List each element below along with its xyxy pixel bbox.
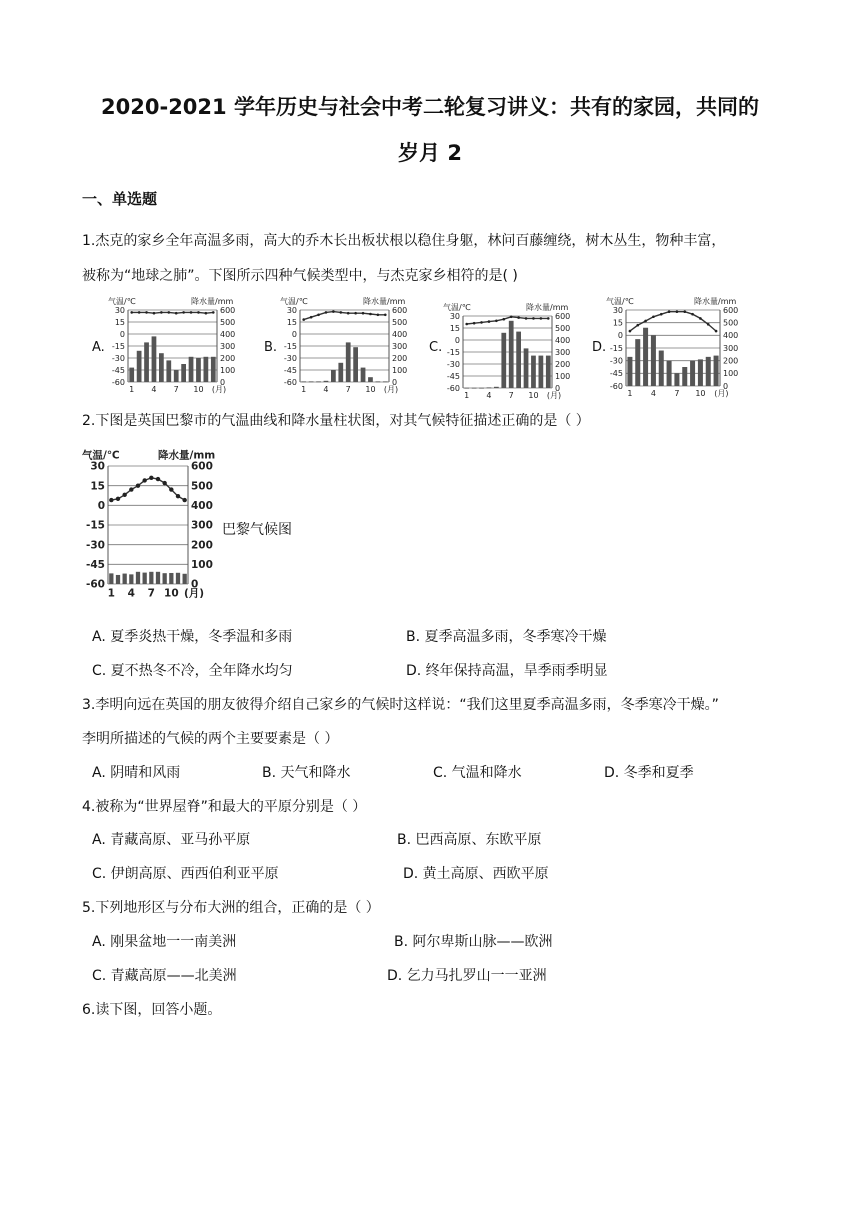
- precip-tick-label: 500: [723, 318, 739, 328]
- temp-point: [162, 481, 166, 485]
- precip-bar: [137, 351, 142, 382]
- temp-tick-label: 15: [286, 317, 297, 327]
- precip-bar: [149, 572, 153, 584]
- precip-bar: [169, 573, 173, 584]
- q1-chart-a: [108, 296, 243, 396]
- precip-tick-label: 600: [392, 305, 408, 315]
- temp-tick-label: 0: [119, 329, 125, 339]
- x-tick-label: 4: [650, 389, 656, 398]
- precip-tick-label: 600: [723, 305, 739, 315]
- q2-text-line1: 2.下图是英国巴黎市的气温曲线和降水量柱状图，对其气候特征描述正确的是（ ）: [82, 413, 590, 429]
- temp-tick-label: 15: [90, 480, 105, 493]
- x-tick-label: 10: [164, 587, 179, 600]
- temp-tick-label: 15: [114, 317, 125, 327]
- x-tick-label: 10: [695, 389, 706, 398]
- precip-tick-label: 500: [555, 323, 571, 333]
- temp-tick-label: -45: [111, 365, 125, 375]
- precip-bar: [156, 572, 160, 584]
- q3-option-a[interactable]: A. 阴晴和风雨: [92, 765, 181, 781]
- temp-point: [540, 317, 543, 320]
- temp-point: [167, 311, 170, 314]
- precip-bar: [189, 357, 194, 382]
- precip-bar: [659, 351, 664, 386]
- precip-tick-label: 0: [555, 383, 561, 393]
- precip-axis-label: 降水量/mm: [526, 303, 569, 312]
- temp-line: [467, 317, 549, 324]
- temp-tick-label: -15: [86, 519, 105, 532]
- precip-tick-label: 600: [191, 460, 213, 473]
- q3-option-d[interactable]: D. 冬季和夏季: [604, 765, 694, 781]
- temp-point: [510, 316, 513, 319]
- temp-tick-label: -15: [446, 347, 460, 357]
- temp-axis-label: 气温/℃: [82, 449, 120, 462]
- q2-option-d[interactable]: D. 终年保持高温，旱季雨季明显: [406, 663, 608, 679]
- precip-bar: [116, 575, 120, 584]
- temp-point: [707, 323, 710, 326]
- q1-chart-d: [606, 296, 746, 400]
- temp-line: [630, 312, 716, 331]
- precip-bar: [674, 373, 679, 386]
- precip-tick-label: 300: [392, 341, 408, 351]
- temp-point: [488, 320, 491, 323]
- precip-tick-label: 400: [392, 329, 408, 339]
- precip-bar: [682, 367, 687, 386]
- temp-tick-label: -45: [283, 365, 297, 375]
- temp-point: [629, 330, 632, 333]
- temp-tick-label: 0: [617, 331, 623, 341]
- precip-tick-label: 0: [191, 578, 199, 591]
- temp-line: [132, 312, 214, 313]
- q1-chart-b: [280, 296, 415, 396]
- temp-point: [145, 311, 148, 314]
- temp-point: [683, 310, 686, 313]
- precip-bar: [524, 348, 529, 388]
- precip-tick-label: 200: [555, 359, 571, 369]
- temp-point: [302, 318, 305, 321]
- precip-bar: [690, 361, 695, 386]
- precip-bar: [136, 572, 140, 584]
- temp-tick-label: -60: [111, 377, 125, 387]
- precip-bar: [174, 370, 179, 382]
- precip-bar: [109, 573, 113, 584]
- month-unit-label: (月): [546, 391, 562, 400]
- precip-bar: [494, 387, 499, 388]
- temp-point: [473, 322, 476, 325]
- precip-tick-label: 100: [220, 365, 236, 375]
- precip-bar: [539, 356, 544, 388]
- precip-tick-label: 500: [392, 317, 408, 327]
- precip-tick-label: 300: [191, 519, 213, 532]
- temp-point: [138, 311, 141, 314]
- precip-tick-label: 400: [555, 335, 571, 345]
- temp-axis-label: 气温/℃: [606, 297, 634, 306]
- temp-point: [495, 320, 498, 323]
- temp-line: [304, 312, 386, 320]
- q5-option-c[interactable]: C. 青藏高原——北美洲: [92, 968, 237, 984]
- temp-tick-label: 30: [114, 305, 125, 315]
- precip-bar: [331, 370, 336, 382]
- temp-point: [160, 311, 163, 314]
- temp-axis-label: 气温/℃: [280, 297, 308, 306]
- temp-point: [122, 493, 126, 497]
- temp-point: [339, 311, 342, 314]
- temp-point: [644, 320, 647, 323]
- precip-bar: [196, 358, 201, 382]
- temp-tick-label: -15: [283, 341, 297, 351]
- q5-text-line1: 5.下列地形区与分布大洲的组合，正确的是（ ）: [82, 900, 380, 916]
- q1-text-line1: 1.杰克的家乡全年高温多雨，高大的乔木长出板状根以稳住身躯，林问百藤缠绕，树木丛生，物种丰富，: [82, 233, 726, 249]
- doc-title-line2: 岁月 2: [398, 141, 462, 165]
- precip-bar: [316, 381, 321, 382]
- temp-point: [465, 323, 468, 326]
- q4-option-c[interactable]: C. 伊朗高原、西西伯利亚平原: [92, 866, 279, 882]
- precip-bar: [346, 342, 351, 382]
- q2-option-a[interactable]: A. 夏季炎热干燥，冬季温和多雨: [92, 629, 293, 645]
- temp-point: [310, 316, 313, 319]
- precip-bar: [324, 381, 329, 382]
- x-tick-label: 1: [107, 587, 115, 600]
- temp-tick-label: -15: [111, 341, 125, 351]
- x-tick-label: 7: [345, 385, 351, 394]
- temp-point: [652, 315, 655, 318]
- q3-option-c[interactable]: C. 气温和降水: [433, 765, 522, 781]
- precip-axis-label: 降水量/mm: [191, 297, 234, 306]
- temp-axis-label: 气温/℃: [443, 303, 471, 312]
- temp-point: [332, 310, 335, 313]
- temp-point: [699, 317, 702, 320]
- precip-bar: [301, 381, 306, 382]
- temp-point: [130, 311, 133, 314]
- temp-point: [354, 312, 357, 315]
- precip-bar: [376, 381, 381, 382]
- precip-bar: [509, 321, 514, 388]
- precip-tick-label: 300: [723, 343, 739, 353]
- temp-point: [153, 312, 156, 315]
- precip-bar: [531, 356, 536, 388]
- precip-bar: [176, 573, 180, 584]
- precip-tick-label: 600: [220, 305, 236, 315]
- temp-point: [176, 494, 180, 498]
- temp-point: [377, 314, 380, 317]
- precip-bar: [338, 363, 343, 382]
- temp-point: [480, 321, 483, 324]
- temp-point: [149, 476, 153, 480]
- precip-bar: [479, 388, 484, 389]
- temp-point: [212, 311, 215, 314]
- temp-tick-label: 0: [291, 329, 297, 339]
- temp-point: [136, 483, 140, 487]
- precip-tick-label: 200: [220, 353, 236, 363]
- temp-tick-label: 0: [454, 335, 460, 345]
- precip-bar: [383, 381, 388, 382]
- temp-tick-label: -60: [86, 578, 105, 591]
- temp-tick-label: 0: [97, 500, 105, 513]
- temp-point: [362, 312, 365, 315]
- q2-chart-caption: 巴黎气候图: [222, 522, 292, 538]
- temp-tick-label: -15: [609, 343, 623, 353]
- temp-point: [197, 311, 200, 314]
- precip-bar: [706, 357, 711, 386]
- month-unit-label: (月): [211, 385, 227, 394]
- temp-tick-label: 30: [286, 305, 297, 315]
- month-unit-label: (月): [714, 389, 729, 398]
- temp-point: [668, 310, 671, 313]
- temp-point: [547, 317, 550, 320]
- precip-tick-label: 0: [723, 381, 729, 391]
- q1-chart-c: [443, 302, 578, 402]
- temp-point: [175, 312, 178, 315]
- temp-point: [182, 498, 186, 502]
- precip-bar: [464, 388, 469, 389]
- precip-tick-label: 100: [555, 371, 571, 381]
- precip-axis-label: 降水量/mm: [363, 297, 406, 306]
- temp-point: [325, 311, 328, 314]
- temp-point: [517, 316, 520, 319]
- precip-tick-label: 300: [555, 347, 571, 357]
- x-tick-label: 4: [486, 391, 492, 400]
- x-tick-label: 10: [193, 385, 204, 394]
- temp-tick-label: -45: [86, 559, 105, 572]
- q6-text-line1: 6.读下图，回答小题。: [82, 1002, 222, 1018]
- x-tick-label: 1: [301, 385, 307, 394]
- temp-point: [532, 317, 535, 320]
- precip-tick-label: 400: [220, 329, 236, 339]
- temp-point: [142, 478, 146, 482]
- x-tick-label: 7: [674, 389, 680, 398]
- temp-tick-label: 30: [612, 305, 623, 315]
- precip-tick-label: 100: [392, 365, 408, 375]
- q1-text-line2: 被称为“地球之肺”。下图所示四种气候类型中，与杰克家乡相符的是( ): [82, 268, 518, 284]
- x-tick-label: 4: [151, 385, 157, 394]
- month-unit-label: (月): [184, 587, 205, 600]
- precip-tick-label: 100: [723, 369, 739, 379]
- precip-bar: [309, 381, 314, 382]
- q5-option-a[interactable]: A. 刚果盆地一一南美洲: [92, 934, 237, 950]
- precip-bar: [183, 574, 187, 584]
- temp-point: [129, 487, 133, 491]
- temp-point: [182, 311, 185, 314]
- precip-bar: [129, 574, 133, 584]
- section-heading: 一、单选题: [82, 190, 158, 208]
- q4-option-a[interactable]: A. 青藏高原、亚马孙平原: [92, 832, 251, 848]
- x-tick-label: 4: [323, 385, 329, 394]
- temp-tick-label: -60: [446, 383, 460, 393]
- precip-bar: [516, 332, 521, 388]
- precip-bar: [501, 333, 506, 388]
- precip-bar: [353, 347, 358, 382]
- q5-option-b[interactable]: B. 阿尔卑斯山脉——欧洲: [394, 934, 553, 950]
- precip-bar: [166, 360, 171, 382]
- q1-option-c-label: C.: [429, 340, 443, 355]
- q1-option-d-label: D.: [592, 340, 607, 355]
- precip-bar: [163, 573, 167, 584]
- doc-title-line1: 2020-2021 学年历史与社会中考二轮复习讲义：共有的家园，共同的: [101, 95, 759, 119]
- precip-tick-label: 200: [723, 356, 739, 366]
- precip-bar: [129, 368, 134, 382]
- q4-option-d[interactable]: D. 黄土高原、西欧平原: [403, 866, 549, 882]
- precip-bar: [368, 377, 373, 382]
- temp-tick-label: -30: [86, 539, 105, 552]
- precip-axis-label: 降水量/mm: [694, 297, 737, 306]
- precip-tick-label: 500: [220, 317, 236, 327]
- temp-tick-label: -45: [609, 369, 623, 379]
- q3-option-b[interactable]: B. 天气和降水: [262, 765, 351, 781]
- temp-tick-label: -45: [446, 371, 460, 381]
- x-tick-label: 1: [464, 391, 470, 400]
- temp-point: [660, 313, 663, 316]
- precip-tick-label: 500: [191, 480, 213, 493]
- month-unit-label: (月): [383, 385, 399, 394]
- temp-point: [190, 311, 193, 314]
- temp-tick-label: 15: [612, 318, 623, 328]
- temp-tick-label: -30: [283, 353, 297, 363]
- x-tick-label: 10: [528, 391, 539, 400]
- precip-bar: [143, 573, 147, 584]
- precip-bar: [361, 368, 366, 382]
- x-tick-label: 1: [129, 385, 135, 394]
- precip-bar: [651, 335, 656, 386]
- temp-point: [169, 487, 173, 491]
- precip-tick-label: 100: [191, 559, 213, 572]
- precip-bar: [487, 387, 492, 388]
- temp-tick-label: -60: [283, 377, 297, 387]
- x-tick-label: 1: [627, 389, 633, 398]
- temp-point: [205, 312, 208, 315]
- temp-tick-label: 30: [449, 311, 460, 321]
- precip-tick-label: 200: [392, 353, 408, 363]
- x-tick-label: 10: [365, 385, 376, 394]
- q2-paris-chart: [82, 448, 222, 610]
- precip-bar: [635, 339, 640, 386]
- temp-point: [384, 314, 387, 317]
- temp-point: [691, 313, 694, 316]
- precip-bar: [667, 361, 672, 386]
- precip-tick-label: 600: [555, 311, 571, 321]
- precip-bar: [204, 357, 209, 382]
- temp-line: [111, 478, 184, 500]
- precip-bar: [643, 328, 648, 386]
- precip-bar: [144, 342, 149, 382]
- temp-axis-label: 气温/℃: [108, 297, 136, 306]
- temp-point: [502, 318, 505, 321]
- precip-bar: [152, 336, 157, 382]
- temp-tick-label: -60: [609, 381, 623, 391]
- precip-bar: [627, 357, 632, 386]
- precip-tick-label: 0: [392, 377, 398, 387]
- temp-point: [156, 477, 160, 481]
- precip-bar: [159, 353, 164, 382]
- temp-tick-label: -30: [609, 356, 623, 366]
- x-tick-label: 7: [173, 385, 179, 394]
- temp-point: [347, 312, 350, 315]
- temp-point: [369, 313, 372, 316]
- temp-point: [116, 497, 120, 501]
- precip-tick-label: 200: [191, 539, 213, 552]
- temp-point: [109, 498, 113, 502]
- x-tick-label: 7: [508, 391, 514, 400]
- precip-bar: [714, 356, 719, 386]
- q5-option-d[interactable]: D. 乞力马扎罗山一一亚洲: [387, 968, 547, 984]
- temp-tick-label: 15: [449, 323, 460, 333]
- temp-tick-label: -30: [446, 359, 460, 369]
- temp-point: [715, 330, 718, 333]
- precip-bar: [211, 357, 216, 382]
- precip-tick-label: 0: [220, 377, 226, 387]
- q1-option-b-label: B.: [264, 340, 278, 355]
- precip-bar: [546, 356, 551, 388]
- precip-bar: [472, 388, 477, 389]
- q3-text-line2: 李明所描述的气候的两个主要要素是（ ）: [82, 731, 339, 747]
- x-tick-label: 7: [147, 587, 155, 600]
- temp-tick-label: 30: [90, 460, 105, 473]
- temp-tick-label: -30: [111, 353, 125, 363]
- precip-tick-label: 400: [191, 500, 213, 513]
- precip-bar: [698, 359, 703, 386]
- temp-point: [676, 310, 679, 313]
- temp-point: [525, 317, 528, 320]
- precip-axis-label: 降水量/mm: [158, 449, 216, 462]
- precip-bar: [123, 574, 127, 584]
- precip-tick-label: 300: [220, 341, 236, 351]
- precip-tick-label: 400: [723, 331, 739, 341]
- q3-text-line1: 3.李明向远在英国的朋友彼得介绍自己家乡的气候时这样说：“我们这里夏季高温多雨，冬季寒冷干燥。”: [82, 697, 719, 713]
- temp-point: [317, 314, 320, 317]
- x-tick-label: 4: [127, 587, 135, 600]
- q2-option-b[interactable]: B. 夏季高温多雨，冬季寒冷干燥: [406, 629, 607, 645]
- precip-bar: [181, 364, 186, 382]
- q4-option-b[interactable]: B. 巴西高原、东欧平原: [397, 832, 542, 848]
- q1-option-a-label: A.: [92, 340, 105, 355]
- temp-point: [636, 324, 639, 327]
- q2-option-c[interactable]: C. 夏不热冬不冷，全年降水均匀: [92, 663, 293, 679]
- q4-text-line1: 4.被称为“世界屋脊”和最大的平原分别是（ ）: [82, 799, 367, 815]
